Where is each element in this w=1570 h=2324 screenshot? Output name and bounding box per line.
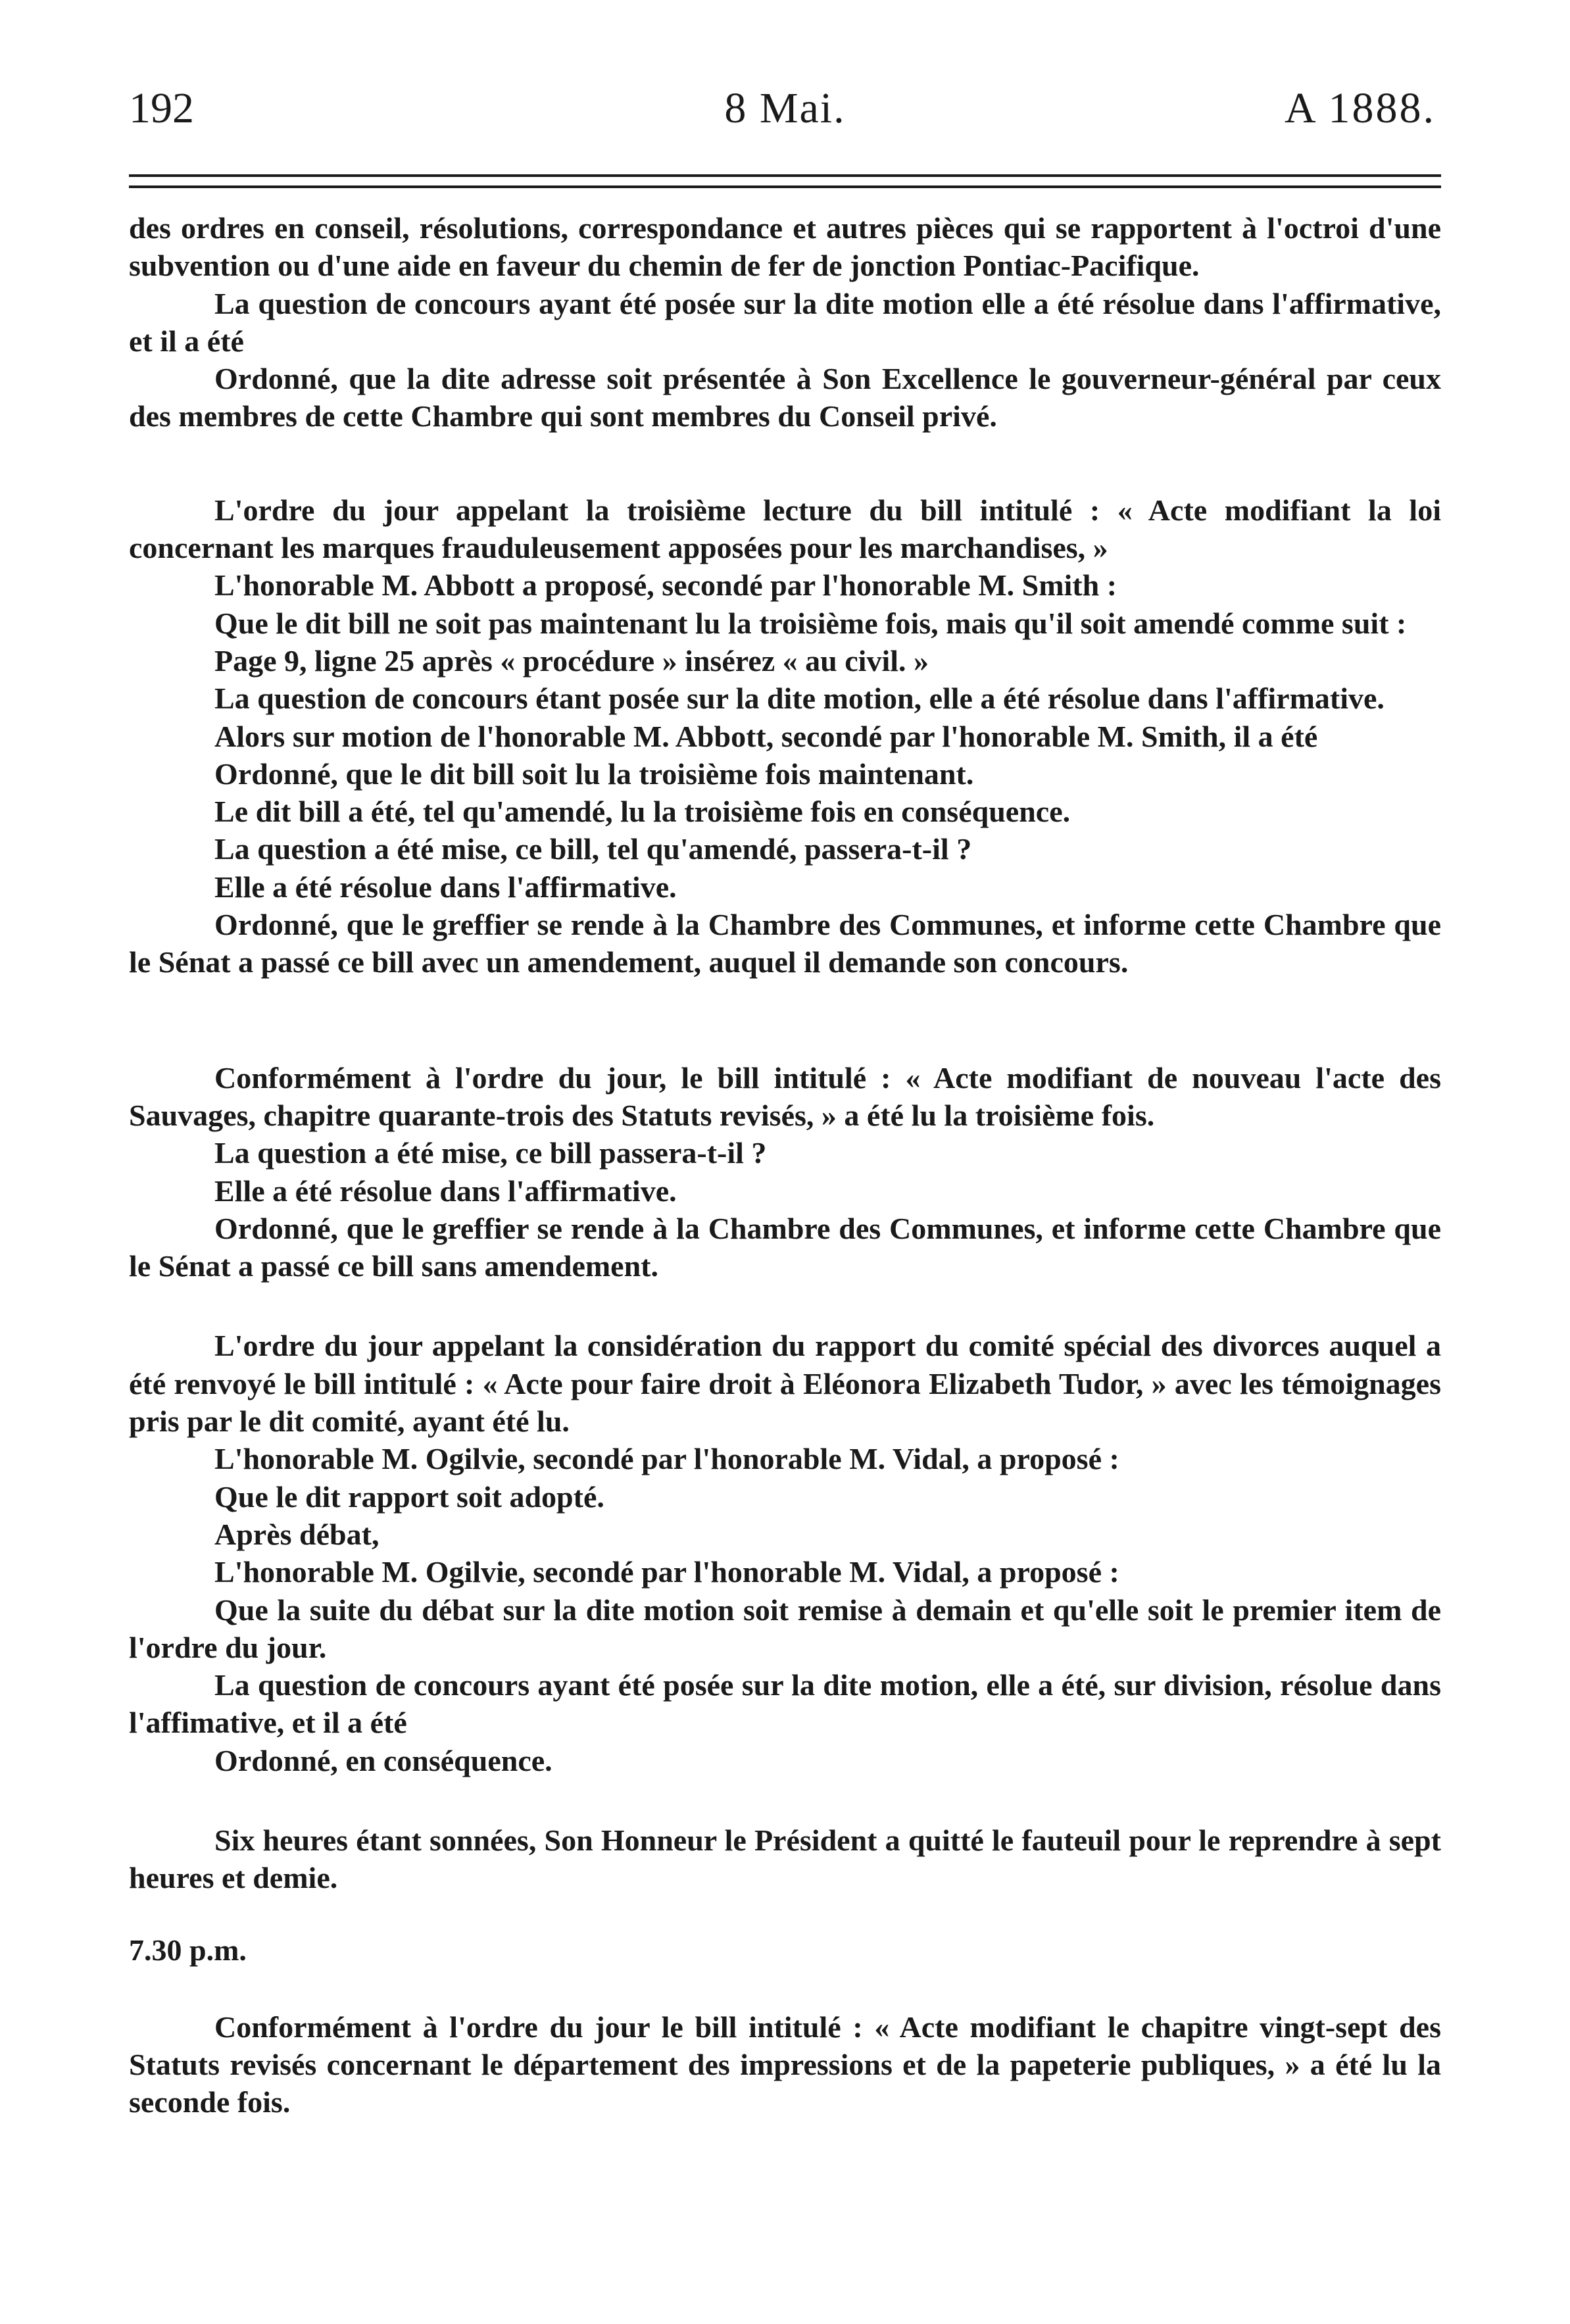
paragraph: La question a été mise, ce bill, tel qu'amendé, passera-t-il ? [214,832,972,866]
paragraph: La question de concours étant posée sur la dite motion, elle a été résolue dans l'affirmative. [214,681,1385,716]
header-rule-bottom [129,185,1441,188]
paragraph: Elle a été résolue dans l'affirmative. [214,870,677,904]
paragraph: Le dit bill a été, tel qu'amendé, lu la troisième fois en conséquence. [214,795,1071,829]
paragraph: Ordonné, en conséquence. [214,1743,552,1777]
time-marker: 7.30 p.m. [129,1933,247,1967]
document-body [129,209,1441,2121]
paragraph: Que le dit rapport soit adopté. [214,1479,604,1514]
paragraph: Ordonné, que le dit bill soit lu la troisième fois maintenant. [214,756,974,791]
header-rule-top [129,174,1441,177]
paragraph: L'ordre du jour appelant la troisième lecture du bill intitulé : « Acte modifiant la loi concernant les marques frauduleusement apposées pour les marchandises, » [129,493,1441,565]
paragraph: Que la suite du débat sur la dite motion soit remise à demain et qu'elle soit le premier item de l'ordre du jour. [129,1593,1441,1664]
paragraph: La question a été mise, ce bill passera-t-il ? [214,1136,767,1170]
paragraph: L'honorable M. Ogilvie, secondé par l'honorable M. Vidal, a proposé : [214,1555,1119,1589]
paragraph: Conformément à l'ordre du jour le bill intitulé : « Acte modifiant le chapitre vingt-sept des Statuts revisés concernant le département des impressions et de la papeterie publiques, » a été lu la seconde fois. [129,2010,1441,2119]
paragraph: La question de concours ayant été posée sur la dite motion elle a été résolue dans l'affirmative, et il a été [129,286,1441,358]
paragraph: Ordonné, que le greffier se rende à la Chambre des Communes, et informe cette Chambre que le Sénat a passé ce bill avec un amendement, auquel il demande son concours. [129,908,1441,979]
paragraph: Ordonné, que la dite adresse soit présentée à Son Excellence le gouverneur-général par ceux des membres de cette Chambre qui sont membres du Conseil privé. [129,362,1441,433]
paragraph: L'honorable M. Ogilvie, secondé par l'honorable M. Vidal, a proposé : [214,1442,1119,1476]
header-date: 8 Mai. [724,84,846,132]
header-year: A 1888. [1284,84,1436,132]
paragraph: Alors sur motion de l'honorable M. Abbott, secondé par l'honorable M. Smith, il a été [214,719,1318,753]
paragraph: Page 9, ligne 25 après « procédure » insérez « au civil. » [214,643,929,678]
paragraph: L'ordre du jour appelant la considération du rapport du comité spécial des divorces auquel a été renvoyé le bill intitulé : « Acte pour faire droit à Eléonora Elizabeth Tudor, » avec les témoignages pris par le dit comité, ayant été lu. [129,1329,1441,1439]
paragraph: Conformément à l'ordre du jour, le bill intitulé : « Acte modifiant de nouveau l'acte des Sauvages, chapitre quarante-trois des Statuts revisés, » a été lu la troisième fois. [129,1060,1441,1132]
paragraph: Que le dit bill ne soit pas maintenant lu la troisième fois, mais qu'il soit amendé comme suit : [214,606,1407,640]
paragraph: des ordres en conseil, résolutions, correspondance et autres pièces qui se rapportent à l'octroi d'une subvention ou d'une aide en faveur du chemin de fer de jonction Pontiac-Pacifique. [129,211,1441,283]
paragraph: Elle a été résolue dans l'affirmative. [214,1174,677,1208]
paragraph: Ordonné, que le greffier se rende à la Chambre des Communes, et informe cette Chambre que le Sénat a passé ce bill sans amendement. [129,1211,1441,1283]
paragraph: Six heures étant sonnées, Son Honneur le Président a quitté le fauteuil pour le reprendre à sept heures et demie. [129,1823,1441,1895]
page-header [129,79,1441,138]
paragraph: Après débat, [214,1517,380,1551]
page-number: 192 [129,84,194,132]
paragraph: La question de concours ayant été posée sur la dite motion, elle a été, sur division, résolue dans l'affimative, et il a été [129,1668,1441,1740]
paragraph: L'honorable M. Abbott a proposé, secondé par l'honorable M. Smith : [214,568,1117,603]
